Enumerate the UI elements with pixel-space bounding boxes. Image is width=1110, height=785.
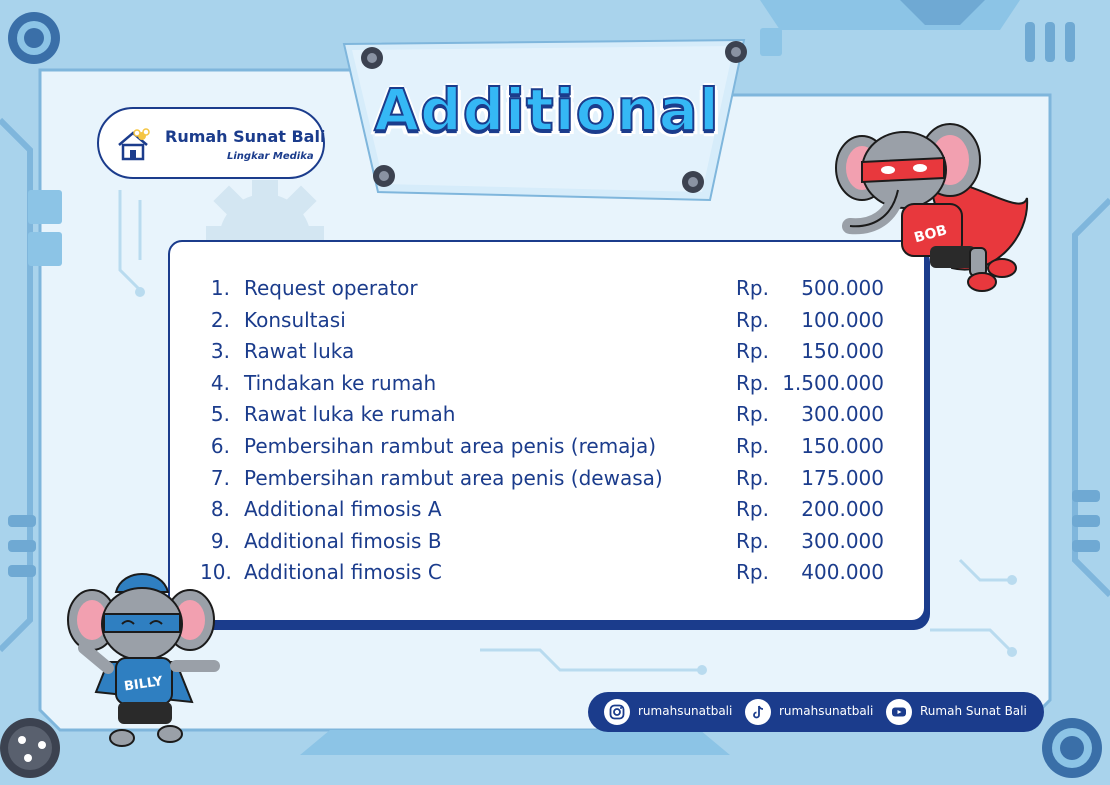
item-name: Additional fimosis A xyxy=(244,497,442,522)
mascot-bob-badge: BOB xyxy=(912,222,949,247)
item-currency: Rp. xyxy=(736,528,769,553)
item-number: 2. xyxy=(210,307,230,332)
item-number: 10. xyxy=(200,560,232,585)
social-label: rumahsunatbali xyxy=(779,704,874,718)
item-price: 100.000 xyxy=(801,307,884,332)
item-number: 7. xyxy=(210,465,230,490)
price-row xyxy=(200,308,900,340)
item-currency: Rp. xyxy=(736,497,769,522)
price-row xyxy=(200,371,900,403)
item-currency: Rp. xyxy=(736,339,769,364)
social-bar xyxy=(588,692,1044,732)
price-row xyxy=(200,434,900,466)
social-label: Rumah Sunat Bali xyxy=(920,704,1027,718)
item-currency: Rp. xyxy=(736,433,769,458)
price-row xyxy=(200,529,900,561)
item-number: 6. xyxy=(210,433,230,458)
item-number: 9. xyxy=(210,528,230,553)
logo-name: Rumah Sunat Bali xyxy=(165,127,326,146)
price-row xyxy=(200,497,900,529)
item-number: 5. xyxy=(210,402,230,427)
youtube-icon xyxy=(886,699,912,725)
item-number: 8. xyxy=(210,497,230,522)
logo-subtitle: Lingkar Medika xyxy=(227,151,314,162)
item-price: 300.000 xyxy=(801,402,884,427)
page-title: Additional xyxy=(374,76,720,144)
item-currency: Rp. xyxy=(736,402,769,427)
house-flower-icon xyxy=(115,127,151,163)
item-name: Konsultasi xyxy=(244,307,346,332)
item-name: Tindakan ke rumah xyxy=(244,370,437,395)
item-name: Rawat luka xyxy=(244,339,355,364)
item-price: 150.000 xyxy=(801,339,884,364)
item-price: 500.000 xyxy=(801,276,884,300)
item-number: 1. xyxy=(210,276,230,300)
price-list xyxy=(200,276,900,592)
item-name: Rawat luka ke rumah xyxy=(244,402,456,427)
price-row xyxy=(200,560,900,592)
tiktok-icon xyxy=(745,699,771,725)
item-currency: Rp. xyxy=(736,370,769,395)
item-currency: Rp. xyxy=(736,276,769,300)
mascot-billy-badge: BILLY xyxy=(123,674,164,695)
mascot-bob xyxy=(832,118,1032,308)
title-plate xyxy=(338,36,756,204)
item-currency: Rp. xyxy=(736,307,769,332)
item-name: Request operator xyxy=(244,276,418,300)
item-number: 4. xyxy=(210,370,230,395)
item-price: 300.000 xyxy=(801,528,884,553)
item-name: Pembersihan rambut area penis (dewasa) xyxy=(244,465,663,490)
item-name: Additional fimosis C xyxy=(244,560,442,585)
social-label: rumahsunatbali xyxy=(638,704,733,718)
instagram-icon xyxy=(604,699,630,725)
price-row xyxy=(200,276,900,308)
item-price: 150.000 xyxy=(801,433,884,458)
item-price: 400.000 xyxy=(801,560,884,585)
price-row xyxy=(200,466,900,498)
mascot-billy xyxy=(66,562,226,752)
item-name: Additional fimosis B xyxy=(244,528,442,553)
item-number: 3. xyxy=(210,339,230,364)
price-row xyxy=(200,339,900,371)
item-price: 175.000 xyxy=(801,465,884,490)
item-price: 200.000 xyxy=(801,497,884,522)
brand-logo xyxy=(97,107,325,179)
item-currency: Rp. xyxy=(736,465,769,490)
price-card xyxy=(168,240,926,622)
item-currency: Rp. xyxy=(736,560,769,585)
item-price: 1.500.000 xyxy=(782,370,884,395)
price-row xyxy=(200,402,900,434)
item-name: Pembersihan rambut area penis (remaja) xyxy=(244,433,657,458)
